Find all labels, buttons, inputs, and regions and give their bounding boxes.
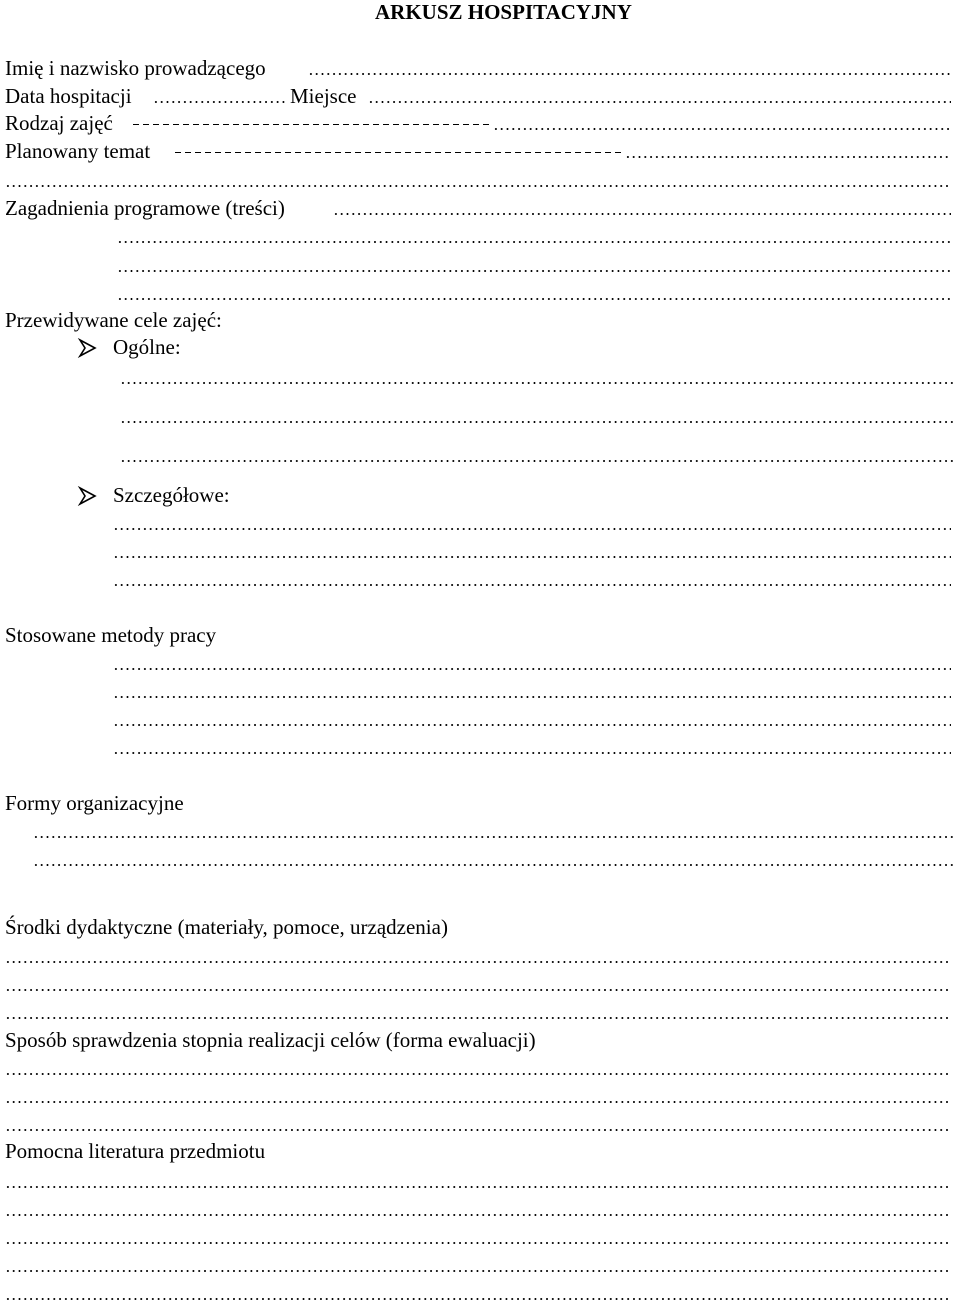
type-field[interactable] xyxy=(493,125,951,131)
methods-field-line[interactable] xyxy=(113,721,951,727)
literature-field-line[interactable] xyxy=(5,1239,951,1245)
methods-field-line[interactable] xyxy=(113,693,951,699)
materials-label: Środki dydaktyczne (materiały, pomoce, urządzenia) xyxy=(5,915,448,939)
date-field[interactable] xyxy=(153,98,286,104)
literature-field-line[interactable] xyxy=(5,1295,951,1301)
evaluation-label: Sposób sprawdzenia stopnia realizacji celów (forma ewaluacji) xyxy=(5,1028,536,1052)
forms-field-line[interactable] xyxy=(33,861,956,867)
topic-label: Planowany temat xyxy=(5,139,151,163)
content-field-line[interactable] xyxy=(117,295,951,301)
goals-label: Przewidywane cele zajęć: xyxy=(5,308,222,332)
topic-field[interactable] xyxy=(625,153,951,159)
literature-field-line[interactable] xyxy=(5,1211,951,1217)
place-label: Miejsce xyxy=(290,84,357,108)
goals-specific-field-line[interactable] xyxy=(113,525,951,531)
materials-field-line[interactable] xyxy=(5,986,951,992)
evaluation-field-line[interactable] xyxy=(5,1070,951,1076)
methods-field-line[interactable] xyxy=(113,665,951,671)
evaluation-field-line[interactable] xyxy=(5,1126,951,1132)
goals-specific-field-line[interactable] xyxy=(113,581,951,587)
content-field-line[interactable] xyxy=(117,238,951,244)
arrow-bullet-icon xyxy=(77,486,99,506)
materials-field-line[interactable] xyxy=(5,958,951,964)
forms-field-line[interactable] xyxy=(33,833,956,839)
teacher-field[interactable] xyxy=(308,70,951,76)
topic-dash-leader xyxy=(175,152,625,154)
teacher-label: Imię i nazwisko prowadzącego xyxy=(5,56,266,80)
goals-specific-field-line[interactable] xyxy=(113,553,951,559)
content-field[interactable] xyxy=(333,210,951,216)
goals-general-field-line[interactable] xyxy=(120,457,956,463)
literature-label: Pomocna literatura przedmiotu xyxy=(5,1139,266,1163)
arrow-bullet-icon xyxy=(77,338,99,358)
goals-general-field-line[interactable] xyxy=(120,379,956,385)
methods-label: Stosowane metody pracy xyxy=(5,623,217,647)
date-label: Data hospitacji xyxy=(5,84,132,108)
type-dash-leader xyxy=(133,124,493,126)
place-field[interactable] xyxy=(368,98,951,104)
literature-field-line[interactable] xyxy=(5,1183,951,1189)
content-label: Zagadnienia programowe (treści) xyxy=(5,196,285,220)
forms-label: Formy organizacyjne xyxy=(5,791,184,815)
materials-field-line[interactable] xyxy=(5,1014,951,1020)
goals-general-field-line[interactable] xyxy=(120,418,956,424)
methods-field-line[interactable] xyxy=(113,749,951,755)
topic-field-line[interactable] xyxy=(5,182,951,188)
evaluation-field-line[interactable] xyxy=(5,1098,951,1104)
literature-field-line[interactable] xyxy=(5,1267,951,1273)
goals-specific-label: Szczegółowe: xyxy=(113,483,230,507)
goals-general-label: Ogólne: xyxy=(113,335,181,359)
type-label: Rodzaj zajęć xyxy=(5,111,113,135)
page-title: ARKUSZ HOSPITACYJNY xyxy=(375,0,632,24)
content-field-line[interactable] xyxy=(117,267,951,273)
